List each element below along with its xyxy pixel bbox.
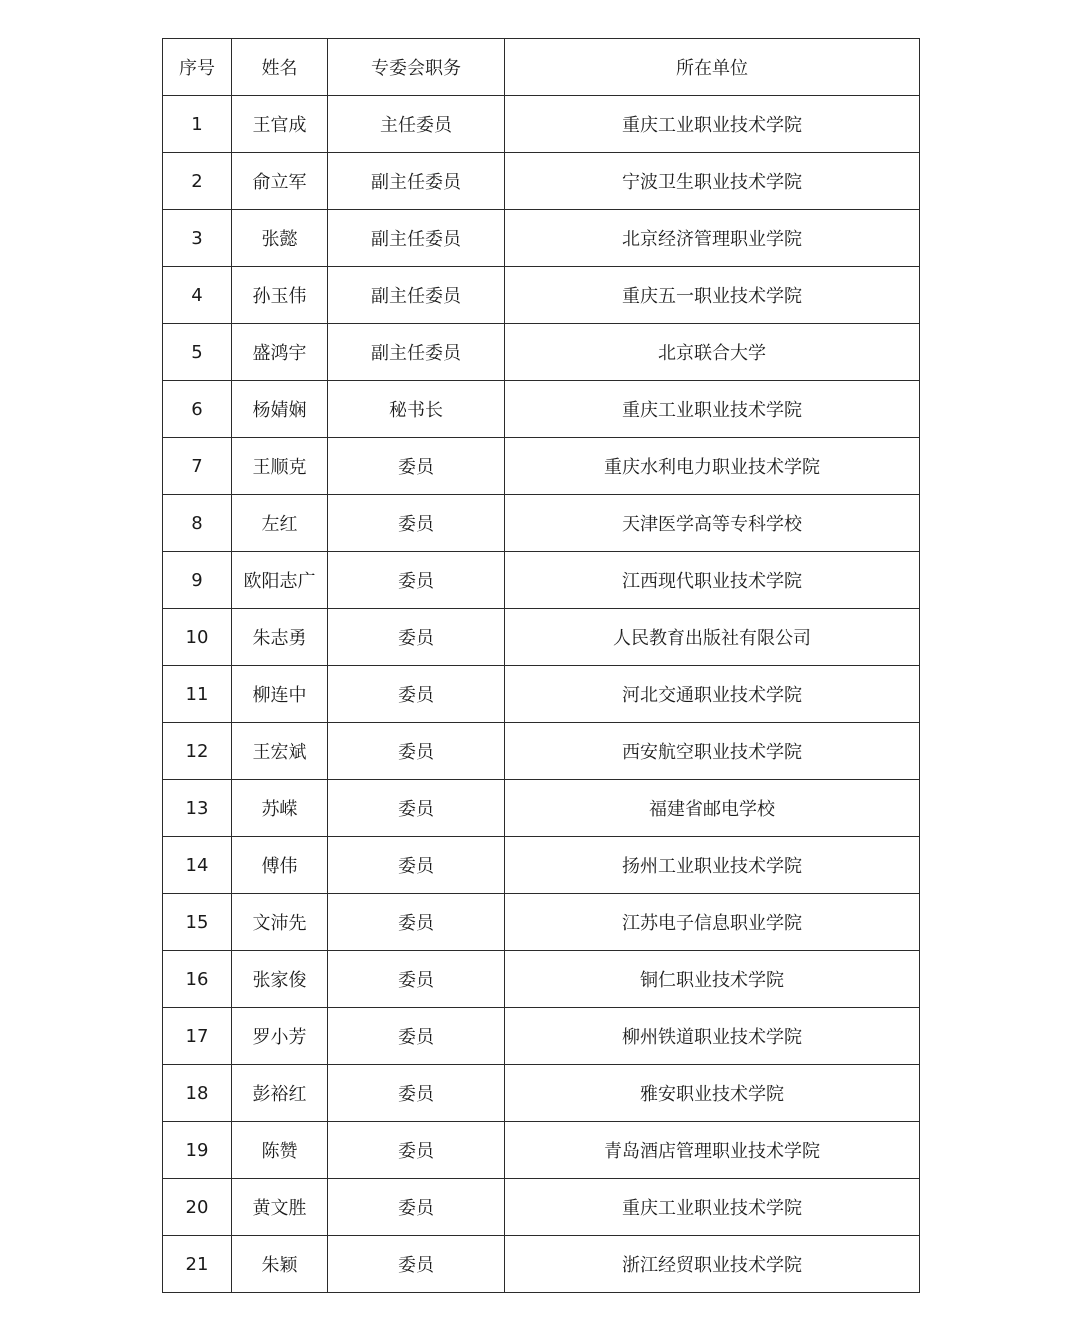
cell-name: 俞立军 bbox=[232, 153, 328, 210]
cell-organization: 宁波卫生职业技术学院 bbox=[505, 153, 920, 210]
committee-member-table bbox=[162, 38, 920, 1293]
cell-role: 委员 bbox=[328, 666, 505, 723]
cell-role: 副主任委员 bbox=[328, 324, 505, 381]
cell-organization: 重庆工业职业技术学院 bbox=[505, 381, 920, 438]
cell-index: 21 bbox=[163, 1236, 232, 1293]
header-role: 专委会职务 bbox=[328, 39, 505, 96]
cell-index: 3 bbox=[163, 210, 232, 267]
cell-organization: 柳州铁道职业技术学院 bbox=[505, 1008, 920, 1065]
cell-organization: 重庆水利电力职业技术学院 bbox=[505, 438, 920, 495]
table-row bbox=[163, 552, 920, 609]
cell-index: 19 bbox=[163, 1122, 232, 1179]
cell-name: 左红 bbox=[232, 495, 328, 552]
cell-name: 陈赞 bbox=[232, 1122, 328, 1179]
table-row bbox=[163, 666, 920, 723]
cell-name: 张家俊 bbox=[232, 951, 328, 1008]
cell-role: 委员 bbox=[328, 1008, 505, 1065]
table-row bbox=[163, 1236, 920, 1293]
cell-name: 彭裕红 bbox=[232, 1065, 328, 1122]
cell-index: 6 bbox=[163, 381, 232, 438]
table-row bbox=[163, 1179, 920, 1236]
cell-role: 委员 bbox=[328, 495, 505, 552]
cell-name: 欧阳志广 bbox=[232, 552, 328, 609]
cell-name: 朱颖 bbox=[232, 1236, 328, 1293]
cell-role: 委员 bbox=[328, 894, 505, 951]
cell-name: 孙玉伟 bbox=[232, 267, 328, 324]
cell-organization: 重庆工业职业技术学院 bbox=[505, 96, 920, 153]
cell-organization: 人民教育出版社有限公司 bbox=[505, 609, 920, 666]
cell-role: 委员 bbox=[328, 552, 505, 609]
cell-role: 副主任委员 bbox=[328, 267, 505, 324]
cell-index: 9 bbox=[163, 552, 232, 609]
cell-index: 11 bbox=[163, 666, 232, 723]
table-row bbox=[163, 153, 920, 210]
cell-role: 副主任委员 bbox=[328, 210, 505, 267]
cell-index: 2 bbox=[163, 153, 232, 210]
table-row bbox=[163, 210, 920, 267]
cell-index: 20 bbox=[163, 1179, 232, 1236]
cell-index: 14 bbox=[163, 837, 232, 894]
cell-index: 16 bbox=[163, 951, 232, 1008]
cell-organization: 河北交通职业技术学院 bbox=[505, 666, 920, 723]
cell-name: 苏嵘 bbox=[232, 780, 328, 837]
cell-role: 委员 bbox=[328, 1179, 505, 1236]
table-row bbox=[163, 96, 920, 153]
table-header-row bbox=[163, 39, 920, 96]
table-row bbox=[163, 381, 920, 438]
cell-index: 18 bbox=[163, 1065, 232, 1122]
cell-name: 张懿 bbox=[232, 210, 328, 267]
cell-role: 委员 bbox=[328, 609, 505, 666]
cell-role: 委员 bbox=[328, 1065, 505, 1122]
cell-name: 王官成 bbox=[232, 96, 328, 153]
member-table-container bbox=[162, 38, 919, 1293]
cell-organization: 浙江经贸职业技术学院 bbox=[505, 1236, 920, 1293]
cell-index: 12 bbox=[163, 723, 232, 780]
table-row bbox=[163, 837, 920, 894]
cell-name: 王宏斌 bbox=[232, 723, 328, 780]
cell-role: 委员 bbox=[328, 438, 505, 495]
cell-role: 委员 bbox=[328, 951, 505, 1008]
header-name: 姓名 bbox=[232, 39, 328, 96]
table-row bbox=[163, 609, 920, 666]
cell-organization: 雅安职业技术学院 bbox=[505, 1065, 920, 1122]
table-row bbox=[163, 267, 920, 324]
cell-organization: 福建省邮电学校 bbox=[505, 780, 920, 837]
table-row bbox=[163, 1008, 920, 1065]
cell-organization: 重庆五一职业技术学院 bbox=[505, 267, 920, 324]
table-row bbox=[163, 1065, 920, 1122]
header-index: 序号 bbox=[163, 39, 232, 96]
table-body bbox=[163, 96, 920, 1293]
cell-name: 黄文胜 bbox=[232, 1179, 328, 1236]
cell-index: 10 bbox=[163, 609, 232, 666]
cell-organization: 青岛酒店管理职业技术学院 bbox=[505, 1122, 920, 1179]
cell-organization: 天津医学高等专科学校 bbox=[505, 495, 920, 552]
cell-role: 秘书长 bbox=[328, 381, 505, 438]
table-row bbox=[163, 951, 920, 1008]
cell-index: 17 bbox=[163, 1008, 232, 1065]
cell-index: 8 bbox=[163, 495, 232, 552]
table-row bbox=[163, 894, 920, 951]
table-row bbox=[163, 1122, 920, 1179]
table-row bbox=[163, 723, 920, 780]
cell-organization: 北京联合大学 bbox=[505, 324, 920, 381]
cell-name: 杨婧娴 bbox=[232, 381, 328, 438]
cell-role: 委员 bbox=[328, 1122, 505, 1179]
cell-index: 13 bbox=[163, 780, 232, 837]
table-row bbox=[163, 324, 920, 381]
cell-name: 傅伟 bbox=[232, 837, 328, 894]
header-organization: 所在单位 bbox=[505, 39, 920, 96]
table-row bbox=[163, 780, 920, 837]
cell-organization: 江苏电子信息职业学院 bbox=[505, 894, 920, 951]
cell-role: 副主任委员 bbox=[328, 153, 505, 210]
cell-name: 王顺克 bbox=[232, 438, 328, 495]
cell-role: 委员 bbox=[328, 723, 505, 780]
cell-role: 委员 bbox=[328, 837, 505, 894]
cell-index: 7 bbox=[163, 438, 232, 495]
cell-organization: 铜仁职业技术学院 bbox=[505, 951, 920, 1008]
cell-name: 罗小芳 bbox=[232, 1008, 328, 1065]
table-row bbox=[163, 495, 920, 552]
cell-role: 委员 bbox=[328, 780, 505, 837]
cell-organization: 扬州工业职业技术学院 bbox=[505, 837, 920, 894]
cell-name: 柳连中 bbox=[232, 666, 328, 723]
cell-role: 委员 bbox=[328, 1236, 505, 1293]
cell-index: 15 bbox=[163, 894, 232, 951]
cell-name: 文沛先 bbox=[232, 894, 328, 951]
cell-name: 盛鸿宇 bbox=[232, 324, 328, 381]
cell-name: 朱志勇 bbox=[232, 609, 328, 666]
cell-index: 5 bbox=[163, 324, 232, 381]
cell-organization: 重庆工业职业技术学院 bbox=[505, 1179, 920, 1236]
cell-organization: 西安航空职业技术学院 bbox=[505, 723, 920, 780]
cell-organization: 江西现代职业技术学院 bbox=[505, 552, 920, 609]
cell-index: 1 bbox=[163, 96, 232, 153]
table-row bbox=[163, 438, 920, 495]
cell-organization: 北京经济管理职业学院 bbox=[505, 210, 920, 267]
cell-role: 主任委员 bbox=[328, 96, 505, 153]
cell-index: 4 bbox=[163, 267, 232, 324]
